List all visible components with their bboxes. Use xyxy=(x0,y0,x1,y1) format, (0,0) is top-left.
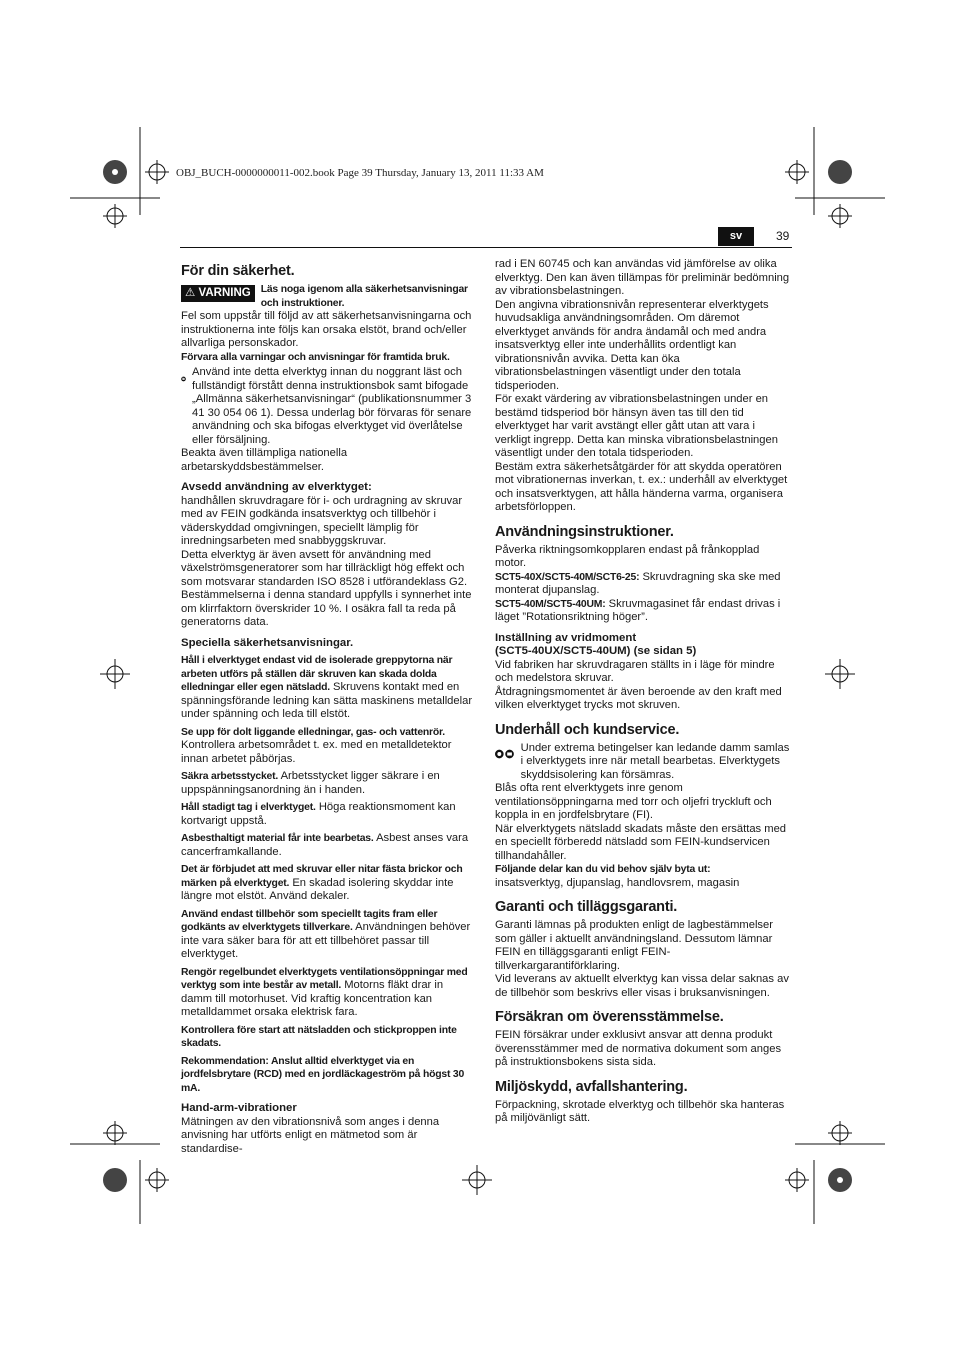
safety-item: Rengör regelbundet elverktygets ventilationsöppningar med verktyg som inte består av metall. Motorns fläkt drar in damm till motorhuset. Vid kraftig koncentration kan metalldammet orsaka elektrisk fara. xyxy=(181,966,468,1018)
language-badge: sv xyxy=(718,227,754,246)
torque-text-2: Åtdragningsmomentet är även beroende av den kraft med vilken elverktyget trycks mot skruven. xyxy=(495,685,782,711)
instructions-text: Påverka riktningsomkopplaren endast på frånkopplad motor. xyxy=(495,543,760,569)
service-heading: Underhåll och kundservice. xyxy=(495,721,680,738)
warning-bold: Läs noga igenom alla säkerhetsanvisningar och instruktioner. xyxy=(260,284,468,309)
national-rules: Beakta även tillämpliga nationella arbetarskyddsbestämmelser. xyxy=(181,447,348,473)
torque-text-1: Vid fabriken har skruvdragaren ställts in i läge för mindre och medelstora skruvar. xyxy=(495,658,775,684)
read-manual-icon xyxy=(181,366,186,392)
service-text-3: När elverktygets nätsladd skadats måste den ersättas med en speciellt förberedd nätsladd som FEIN-kundservicen tillhandahåller. xyxy=(495,822,787,862)
conformity-heading: Försäkran om överensstämmelse. xyxy=(495,1009,724,1025)
vibration-text-2: Den angivna vibrationsnivån representerar elverktygets huvudsakliga användningsområden. Om däremot elverktyget används för andra ändamål och med andra insatsverktyg eller inte underhållits ordentligt kan vibrationsnivån avvika. Detta kan öka vibrationsbelastningen väsentligt under den totala tidsperioden. xyxy=(495,298,769,392)
environment-heading: Miljöskydd, avfallshantering. xyxy=(495,1078,688,1095)
left-column xyxy=(181,258,477,1156)
page-number: 39 xyxy=(776,229,790,243)
header-rule xyxy=(180,247,792,248)
service-text-1: Under extrema betingelser kan ledande damm samlas i elverktygets inre när metall bearbetas. Elverktygets skyddsisolering kan försämras. xyxy=(520,741,790,781)
vibration-text-3: För exakt värdering av vibrationsbelastningen under en bestämd tidsperiod bör hänsyn även tas till den tid elverktyget har varit avstängt eller gått utan att vara i verkligt ingrepp. Detta kan minska vibrationsbelastningen väsentligt under den totala tidsperioden. xyxy=(495,393,778,459)
safety-item: Rekommendation: Anslut alltid elverktyget via en jordfelsbrytare (RCD) med en jordläckageström på högst 30 mA. xyxy=(181,1055,465,1094)
instructions-heading: Användningsinstruktioner. xyxy=(495,523,674,540)
safety-item: Håll stadigt tag i elverktyget. Höga reaktionsmoment kan kortvarigt uppstå. xyxy=(181,801,456,827)
service-text-2: Blås ofta rent elverktygets inre genom ventilationsöppningarna med torr och oljefri tryckluft och koppla in en jordfelsbrytare (FI). xyxy=(495,782,772,821)
warranty-text-1: Garanti lämnas på produkten enligt de lagbestämmelser som gäller i aktuellt användningsland. Dessutom lämnar FEIN en tilläggsgaranti enligt FEIN-tillverkargarantiförklaring. xyxy=(495,919,773,972)
instructions-item: SCT5-40M/SCT5-40UM: Skruvmagasinet får endast drivas i läget ”Rotationsriktning höger”. xyxy=(495,597,781,623)
keep-instructions: Förvara alla varningar och anvisningar för framtida bruk. xyxy=(181,351,450,363)
vibration-text: Mätningen av den vibrationsnivå som anges i denna anvisning har utförts enligt en mätmetod som är standardise- xyxy=(181,1115,440,1155)
torque-heading: Inställning av vridmoment (SCT5-40UX/SCT5-40UM) (se sidan 5) xyxy=(495,631,697,657)
replaceable-parts-heading: Följande delar kan du vid behov själv byta ut: xyxy=(495,864,711,875)
safety-item: Se upp för dolt liggande elledningar, gas- och vattenrör. Kontrollera arbetsområdet t. ex. med en metalldetektor innan arbetet påbörjas. xyxy=(181,726,452,765)
intended-use-heading: Avsedd användning av elverktyget: xyxy=(181,481,372,493)
warning-text: Fel som uppstår till följd av att säkerhetsanvisningarna och instruktionerna inte följs kan orsaka elstöt, brand och/eller allvarliga personskador. xyxy=(181,310,472,349)
safety-item: Kontrollera före start att nätsladden och stickproppen inte skadats. xyxy=(181,1024,457,1049)
warranty-heading: Garanti och tilläggsgaranti. xyxy=(495,899,678,915)
environment-text: Förpackning, skrotade elverktyg och tillbehör ska hanteras på miljövänligt sätt. xyxy=(495,1098,785,1124)
intended-use-text-2: Detta elverktyg är även avsett för användning med växelströmsgeneratorer som har tillräckligt hög effekt och som motsvarar standarden ISO 8528 i utförandeklass G2. Bestämmelserna i denna standard uppfylls i synnerhet inte om klirrfaktorn överskrider 10 %. I osäkra fall ta reda på generatorns data. xyxy=(181,548,472,628)
safety-icons xyxy=(495,742,515,766)
warning-badge: ⚠ VARNING xyxy=(181,285,255,302)
special-safety-heading: Speciella säkerhetsanvisningar. xyxy=(181,636,354,649)
safety-heading: För din säkerhet. xyxy=(181,263,295,279)
instructions-item: SCT5-40X/SCT5-40M/SCT6-25: Skruvdragning ska ske med monterat djupanslag. xyxy=(495,570,781,596)
safety-item: Använd endast tillbehör som speciellt tagits fram eller godkänts av elverktygets tillverkare. Användningen behöver inte vara säker bara för att ett tillbehöret passar till elverktyget. xyxy=(181,908,471,960)
print-slug: OBJ_BUCH-0000000011-002.book Page 39 Thursday, January 13, 2011 11:33 AM xyxy=(176,167,544,179)
vibration-text-4: Bestäm extra säkerhetsåtgärder för att skydda operatören mot vibrationernas inverkan, t. ex.: underhåll av elverktyget och insatsverktygen, att hålla händerna varma, organisera arbetsförloppen. xyxy=(495,460,788,513)
safety-item: Asbesthaltigt material får inte bearbetas. Asbest anses vara cancerframkallande. xyxy=(181,832,469,858)
safety-item: Det är förbjudet att med skruvar eller nitar fästa brickor och märken på elverktyget. En skadad isolering skyddar inte längre mot elstöt. Använd dekaler. xyxy=(181,864,463,902)
replaceable-parts: insatsverktyg, djupanslag, handlovsrem, magasin xyxy=(495,876,740,889)
right-column xyxy=(495,258,791,1126)
warranty-text-2: Vid leverans av aktuellt elverktyg kan vissa delar saknas av de tillbehör som beskrivs eller visas i bruksanvisningen. xyxy=(495,973,789,999)
read-manual-text: Använd inte detta elverktyg innan du noggrant läst och fullständigt förstått denna instruktionsbok samt bifogade „Allmänna säkerhetsanvisningar“ (publikationsnummer 3 41 30 054 06 1). Dessa underlag bör förvaras för senare användning och ska bifogas elverktyget vid överlåtelse eller försäljning. xyxy=(192,366,472,446)
warning-block xyxy=(181,283,477,310)
safety-item: Håll i elverktyget endast vid de isolerade greppytorna när arbeten utförs på ställen där skruven kan skada dolda elledningar eller egen nätsladd. Skruvens kontakt med en spänningsförande ledning kan sätta maskinens metalldelar under spänning och leda till elstöt. xyxy=(181,655,473,720)
conformity-text: FEIN försäkrar under exklusivt ansvar att denna produkt överensstämmer med de normativa dokument som anges på instruktionsbokens sista sida. xyxy=(495,1029,782,1068)
vibration-heading: Hand-arm-vibrationer xyxy=(181,1102,297,1114)
intended-use-text-1: handhållen skruvdragare för i- och urdragning av skruvar med av FEIN godkända insatsverktyg och tillbehör i väderskyddad omgivningen, speciellt lämplig för inredningsarbeten med snabbyggskruvar. xyxy=(181,494,463,547)
safety-item: Säkra arbetsstycket. Arbetsstycket ligger säkrare i en uppspänningsanordning än i handen. xyxy=(181,770,440,796)
vibration-text-cont: rad i EN 60745 och kan användas vid jämförelse av olika elverktyg. Den kan även tillämpas för preliminär bedömning av vibrationsbelastningen. xyxy=(495,258,790,297)
